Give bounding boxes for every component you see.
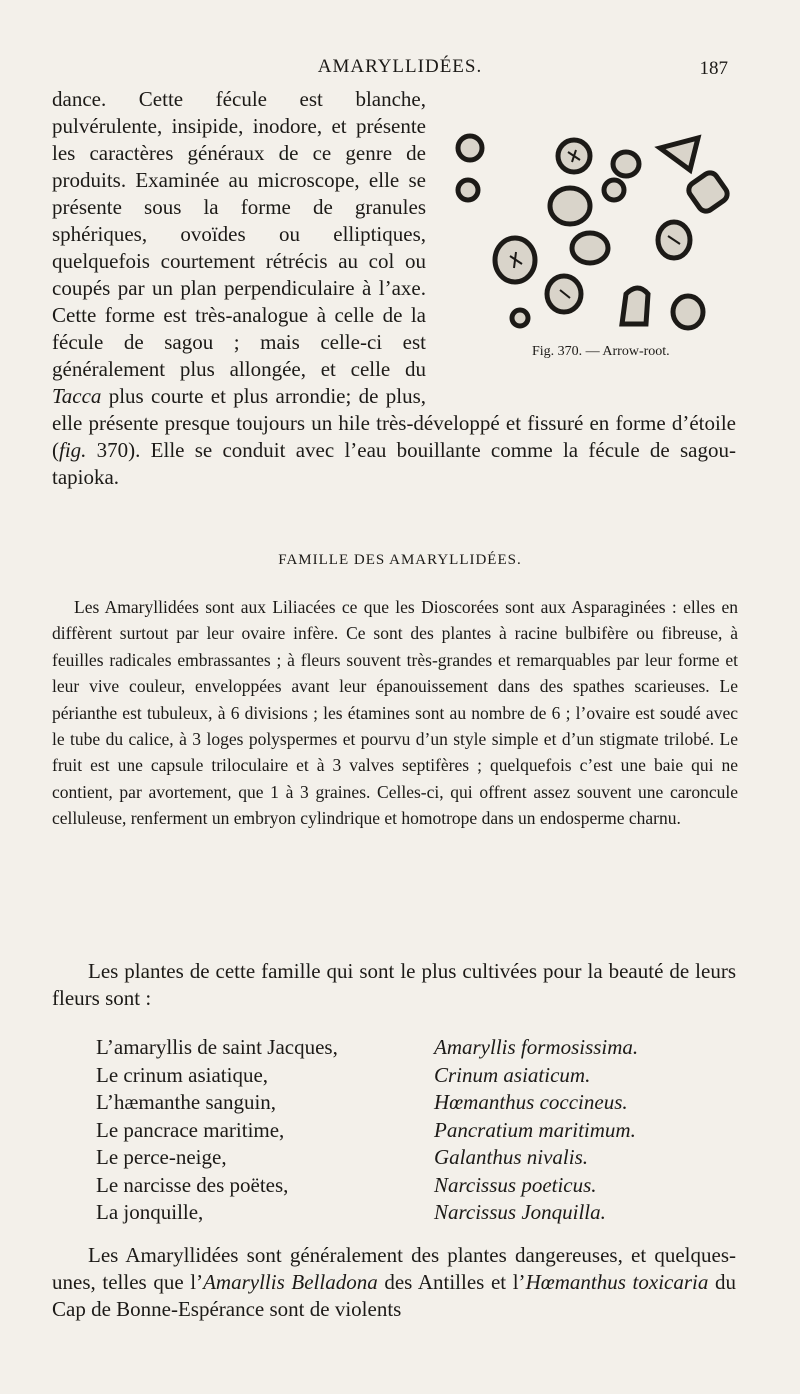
toxicity-text-a: Les Amaryllidées sont généralement des plantes dangereuses, et quelques-unes, telles que l’ — [52, 1243, 736, 1294]
figure-caption: Fig. 370. — Arrow-root. — [532, 344, 670, 359]
plant-french-name: L’amaryllis de saint Jacques, — [96, 1035, 338, 1059]
section-title: FAMILLE DES AMARYLLIDÉES. — [278, 552, 522, 568]
plant-latin-name: Pancratium maritimum. — [434, 1117, 636, 1142]
plant-french-name: Le pancrace maritime, — [96, 1117, 285, 1142]
plant-latin-name: Crinum asiaticum. — [434, 1062, 591, 1087]
plant-latin-name: Hœmanthus coccineus. — [434, 1090, 628, 1114]
cultivated-plants-intro: Les plantes de cette famille qui sont le plus cultivées pour la beauté de leurs fleurs sont : — [52, 959, 736, 1010]
plant-row — [96, 1144, 736, 1172]
plant-row — [96, 1172, 736, 1200]
plant-french-name: Le narcisse des poëtes, — [96, 1172, 289, 1197]
amaryllis-belladona: Amaryllis Belladona — [203, 1270, 378, 1294]
plant-french-name: L’hæmanthe sanguin, — [96, 1090, 277, 1114]
plant-list — [96, 1034, 736, 1227]
plant-french-name: Le perce-neige, — [96, 1145, 227, 1169]
intro-text-1: dance. Cette fécule est blanche, pulvérulente, insipide, inodore, et présente les caractères généraux de ce genre de produits. Examinée au microscope, elle se présente sous la forme de granules sphériques, ovoïdes ou elliptiques, quelquefois courtement rétrécis au col ou coupés par un plan perpendiculaire à l’axe. Cette forme est très-analogue à celle de la fécule de sagou ; mais celle-ci est généralement plus allongée, et celle du — [52, 87, 426, 381]
haemanthus-toxicaria: Hœmanthus toxicaria — [525, 1270, 709, 1294]
intro-paragraph — [52, 86, 736, 491]
family-description: Les Amaryllidées sont aux Liliacées ce que les Dioscorées sont aux Asparaginées : elles en diffèrent surtout par leur ovaire infère. Ce sont des plantes à racine bulbifère ou fibreuse, à feuilles radicales embrassantes ; à fleurs souvent très-grandes et remarquables par leur forme et leur vive couleur, enveloppées avant leur épanouissement dans des spathes scarieuses. Le périanthe est tubuleux, à 6 divisions ; les étamines sont au nombre de 6 ; l’ovaire est soudé avec le tube du calice, à 3 loges polyspermes et pourvu d’un style simple et d’un stigmate trilobé. Le fruit est une capsule triloculaire et à 3 valves septifères ; quelquefois c’est une baie qui ne contient, par avortement, que 1 à 3 graines. Celles-ci, qui offrent assez souvent une caroncule celluleuse, renferment un embryon cylindrique et homotrope dans un endosperme charnu. — [52, 597, 738, 829]
plant-latin-name: Narcissus poeticus. — [434, 1172, 597, 1197]
plant-row — [96, 1089, 736, 1117]
intro-text-3: 370). Elle se conduit avec l’eau bouillante comme la fécule de sagou-tapioka. — [52, 438, 736, 489]
plant-latin-name: Amaryllis formosissima. — [434, 1035, 639, 1059]
plant-latin-name: Galanthus nivalis. — [434, 1145, 589, 1169]
toxicity-paragraph — [52, 1242, 736, 1323]
page-number: 187 — [699, 58, 728, 79]
running-title: AMARYLLIDÉES. — [317, 56, 483, 77]
plant-french-name: Le crinum asiatique, — [96, 1062, 269, 1087]
fig-reference: fig. — [59, 438, 87, 462]
tacca-name: Tacca — [52, 384, 102, 408]
plant-latin-name: Narcissus Jonquilla. — [434, 1200, 606, 1224]
plant-french-name: La jonquille, — [96, 1200, 204, 1224]
plant-row — [96, 1062, 736, 1090]
figure-370 — [440, 88, 736, 384]
toxicity-text-c: du Cap de Bonne-Espérance sont de violents — [52, 1270, 736, 1321]
plant-row — [96, 1034, 736, 1062]
plant-row — [96, 1117, 736, 1145]
plant-row — [96, 1199, 736, 1227]
toxicity-text-b: des Antilles et l’ — [377, 1270, 526, 1294]
starch-granules-illustration — [440, 88, 736, 338]
intro-text-2: plus courte et plus arrondie; de plus, elle présente presque toujours un hile très-développé et fissuré en forme d’étoile ( — [52, 384, 736, 462]
